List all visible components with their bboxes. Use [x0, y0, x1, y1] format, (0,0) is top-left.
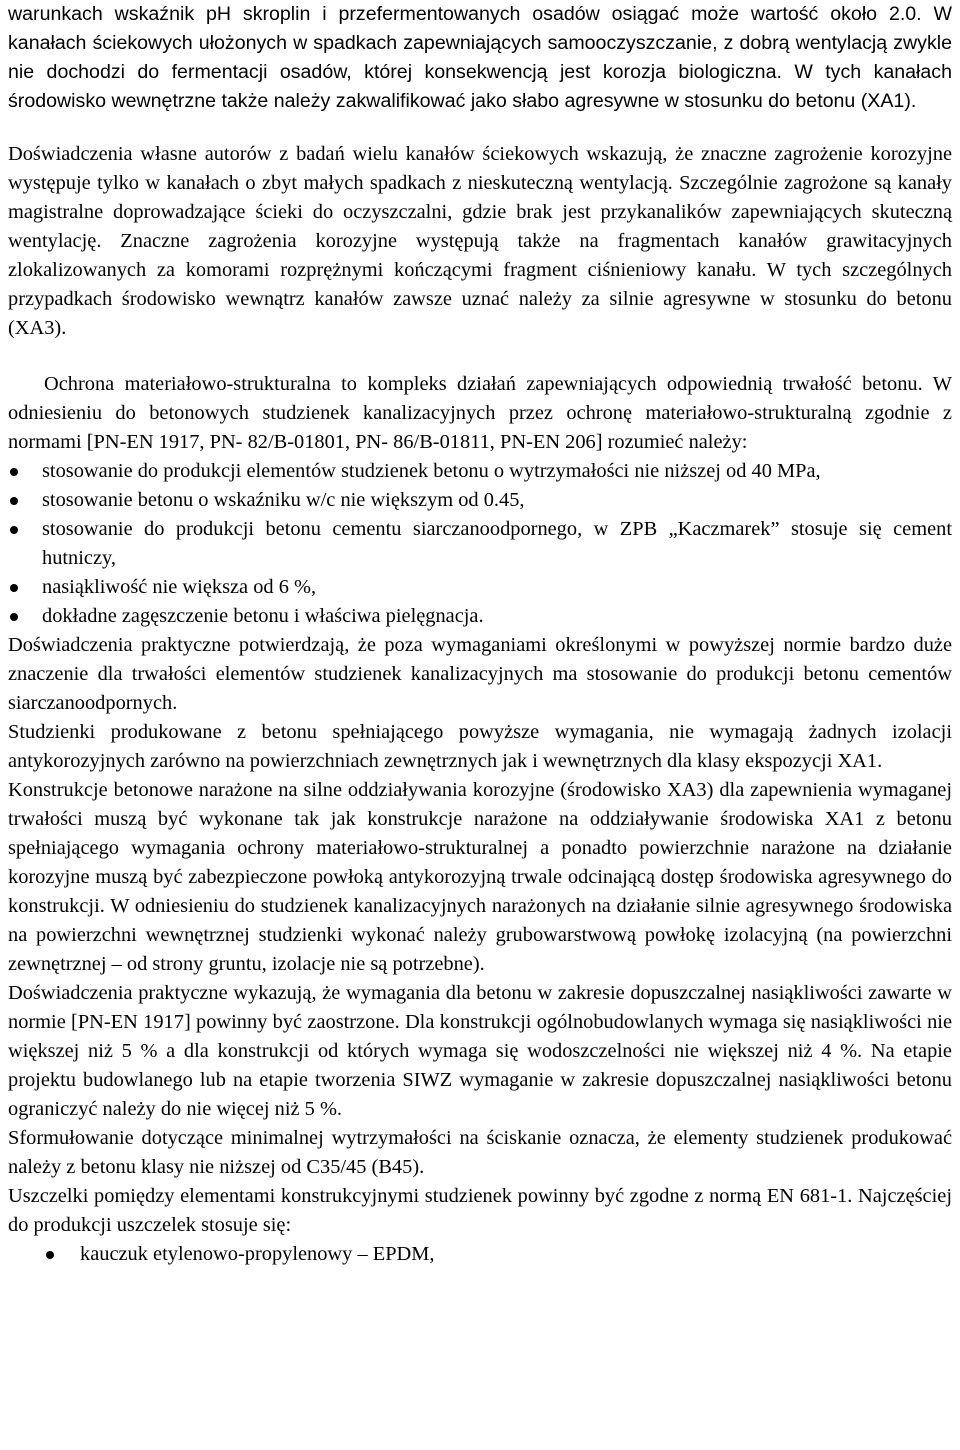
paragraph-ph-environment: warunkach wskaźnik pH skroplin i przefermentowanych osadów osiągać może wartość około 2.0. W kanałach ściekowych ułożonych w spadkach zapewniających samooczyszczanie, z dobrą wentylacją zwykle nie dochodzi do fermentacji osadów, której konsekwencją jest korozja biologiczna. W tych kanałach środowisko wewnętrzne także należy zakwalifikować jako słabo agresywne w stosunku do betonu (XA1).: [8, 3, 952, 112]
list-item: stosowanie do produkcji elementów studzienek betonu o wytrzymałości nie niższej od 40 MPa,: [8, 457, 952, 486]
bullet-icon: [10, 584, 18, 592]
list-item: stosowanie betonu o wskaźniku w/c nie większym od 0.45,: [8, 486, 952, 515]
section-protection: [8, 370, 952, 1269]
bullet-icon: [46, 1251, 54, 1259]
list-item: stosowanie do produkcji betonu cementu siarczanoodpornego, w ZPB „Kaczmarek” stosuje się cement hutniczy,: [8, 515, 952, 573]
bullet-icon: [10, 497, 18, 505]
section-intro: [8, 0, 952, 116]
protection-requirements-list: [8, 457, 952, 631]
list-item: dokładne zagęszczenie betonu i właściwa pielęgnacja.: [8, 602, 952, 631]
paragraph-material-protection: Ochrona materiałowo-strukturalna to kompleks działań zapewniających odpowiednią trwałość betonu. W odniesieniu do betonowych studzienek kanalizacyjnych przez ochronę materiałowo-strukturalną zgodnie z normami [PN-EN 1917, PN- 82/B-01801, PN- 86/B-01811, PN-EN 206] rozumieć należy:: [8, 373, 952, 453]
paragraph-practical-experience: Doświadczenia praktyczne potwierdzają, że poza wymaganiami określonymi w powyższej normie bardzo duże znaczenie dla trwałości elementów studzienek kanalizacyjnych ma stosowanie do produkcji betonu cementów siarczanoodpornych.: [8, 634, 952, 714]
paragraph-absorbability: Doświadczenia praktyczne wykazują, że wymagania dla betonu w zakresie dopuszczalnej nasiąkliwości zawarte w normie [PN-EN 1917] powinny być zaostrzone. Dla konstrukcji ogólnobudowlanych wymaga się nasiąkliwości nie większej niż 5 % a dla konstrukcji od których wymaga się wodoszczelności nie większej niż 4 %. Na etapie projektu budowlanego lub na etapie tworzenia SIWZ wymaganie w zakresie dopuszczalnej nasiąkliwości betonu ograniczyć należy do nie więcej niż 5 %.: [8, 982, 952, 1120]
paragraph-no-insulation: Studzienki produkowane z betonu spełniającego powyższe wymagania, nie wymagają żadnych izolacji antykorozyjnych zarówno na powierzchniach zewnętrznych jak i wewnętrznych dla klasy ekspozycji XA1.: [8, 721, 952, 772]
bullet-icon: [10, 468, 18, 476]
list-item: kauczuk etylenowo-propylenowy – EPDM,: [8, 1240, 952, 1269]
paragraph-author-experience: Doświadczenia własne autorów z badań wielu kanałów ściekowych wskazują, że znaczne zagrożenie korozyjne występuje tylko w kanałach o zbyt małych spadkach z nieskuteczną wentylacją. Szczególnie zagrożone są kanały magistralne doprowadzające ścieki do oczyszczalni, gdzie brak jest przykanalików zapewniających skuteczną wentylację. Znaczne zagrożenia korozyjne występują także na fragmentach kanałów grawitacyjnych zlokalizowanych za komorami rozprężnymi kończącymi fragment ciśnieniowy kanału. W tych szczególnych przypadkach środowisko wewnątrz kanałów zawsze uznać należy za silnie agresywne w stosunku do betonu (XA3).: [8, 143, 952, 339]
bullet-icon: [10, 526, 18, 534]
paragraph-min-strength: Sformułowanie dotyczące minimalnej wytrzymałości na ściskanie oznacza, że elementy studzienek produkować należy z betonu klasy nie niższej od C35/45 (B45).: [8, 1127, 952, 1178]
section-experience: [8, 140, 952, 343]
bullet-icon: [10, 613, 18, 621]
list-item: nasiąkliwość nie większa od 6 %,: [8, 573, 952, 602]
paragraph-gaskets: Uszczelki pomiędzy elementami konstrukcyjnymi studzienek powinny być zgodne z normą EN 681-1. Najczęściej do produkcji uszczelek stosuje się:: [8, 1185, 952, 1236]
gasket-materials-list: [8, 1240, 952, 1269]
paragraph-xa3-constructions: Konstrukcje betonowe narażone na silne oddziaływania korozyjne (środowisko XA3) dla zapewnienia wymaganej trwałości muszą być wykonane tak jak konstrukcje narażone na oddziaływanie środowiska XA1 z betonu spełniającego wymagania ochrony materiałowo-strukturalnej a ponadto powierzchnie narażone na działanie korozyjne muszą być zabezpieczone powłoką antykorozyjną trwale odcinającą dostęp środowiska agresywnego do konstrukcji. W odniesieniu do studzienek kanalizacyjnych narażonych na działanie silnie agresywnego środowiska na powierzchni wewnętrznej studzienki wykonać należy grubowarstwową powłokę izolacyjną (na powierzchni zewnętrznej – od strony gruntu, izolacje nie są potrzebne).: [8, 779, 952, 975]
